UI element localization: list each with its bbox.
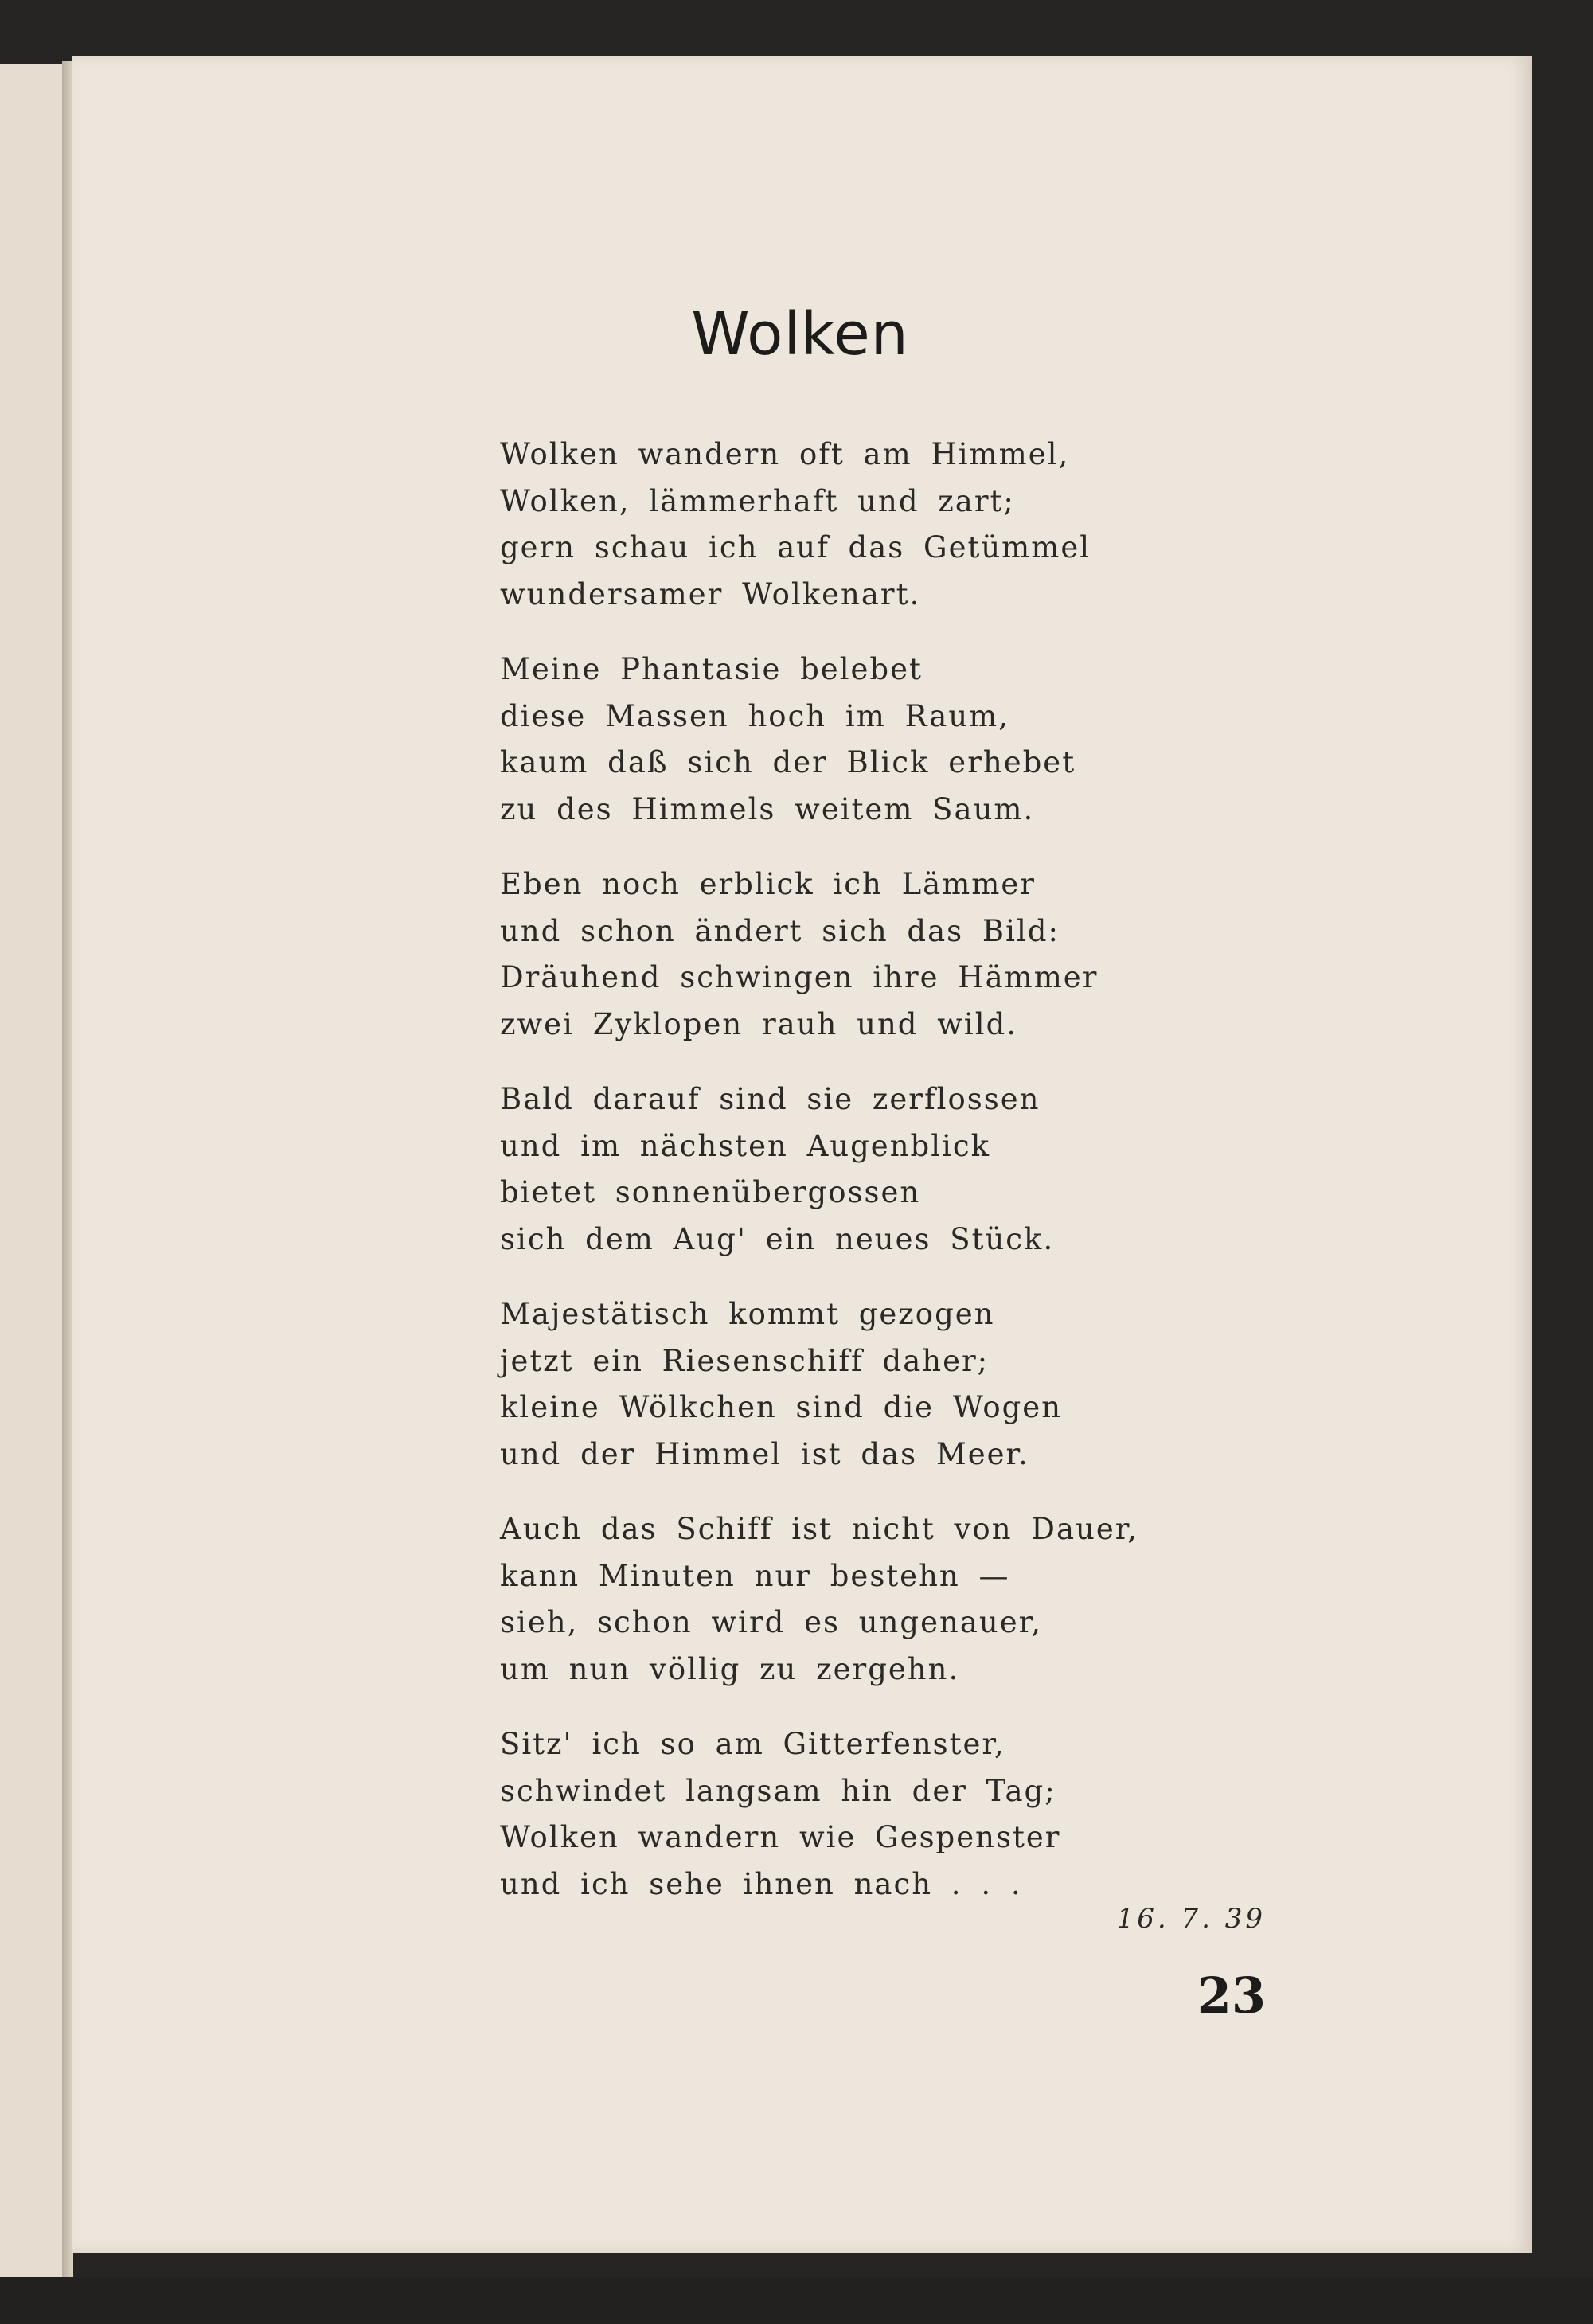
book-page [72, 56, 1532, 2253]
poem-line: Dräuhend schwingen ihre Hämmer [500, 960, 1099, 994]
poem-line: sieh, schon wird es ungenauer, [500, 1605, 1042, 1639]
poem-line: und im nächsten Augenblick [500, 1128, 991, 1163]
poem-line: um nun völlig zu zergehn. [500, 1651, 960, 1686]
poem-line: kleine Wölkchen sind die Wogen [500, 1390, 1063, 1424]
poem-line: Eben noch erblick ich Lämmer [500, 867, 1036, 901]
poem-line: kaum daß sich der Blick erhebet [500, 745, 1076, 779]
poem-line: Bald darauf sind sie zerflossen [500, 1082, 1041, 1116]
stanza-7 [500, 1721, 1216, 1908]
left-page-edge [0, 64, 65, 2277]
poem-line: zwei Zyklopen rauh und wild. [500, 1006, 1018, 1041]
poem-line: und ich sehe ihnen nach . . . [500, 1866, 1022, 1901]
poem-line: kann Minuten nur bestehn — [500, 1558, 1010, 1593]
stanza-6 [500, 1506, 1216, 1693]
poem-line: Majestätisch kommt gezogen [500, 1297, 995, 1331]
poem-date: 16. 7. 39 [1116, 1903, 1266, 1935]
poem-line: Wolken, lämmerhaft und zart; [500, 483, 1015, 518]
stanza-3 [500, 861, 1216, 1048]
poem-line: wundersamer Wolkenart. [500, 576, 921, 611]
page-number: 23 [1197, 1967, 1266, 2025]
poem-title: Wolken [691, 300, 909, 369]
poem-line: zu des Himmels weitem Saum. [500, 791, 1035, 826]
poem-line: Meine Phantasie belebet [500, 652, 923, 686]
scan-bottom-edge [0, 2277, 1593, 2324]
poem-line: jetzt ein Riesenschiff daher; [500, 1343, 990, 1378]
poem-line: schwindet langsam hin der Tag; [500, 1773, 1056, 1808]
poem-line: bietet sonnenübergossen [500, 1175, 921, 1209]
poem-line: Auch das Schiff ist nicht von Dauer, [500, 1512, 1139, 1546]
poem-body [500, 432, 1216, 1936]
stanza-4 [500, 1076, 1216, 1263]
stanza-1 [500, 432, 1216, 618]
poem-line: diese Massen hoch im Raum, [500, 698, 1010, 733]
poem-line: Wolken wandern wie Gespenster [500, 1820, 1061, 1854]
poem-line: sich dem Aug' ein neues Stück. [500, 1221, 1055, 1256]
stanza-2 [500, 646, 1216, 833]
poem-line: und schon ändert sich das Bild: [500, 913, 1060, 948]
poem-line: Sitz' ich so am Gitterfenster, [500, 1727, 1005, 1761]
poem-line: Wolken wandern oft am Himmel, [500, 437, 1070, 471]
stanza-5 [500, 1291, 1216, 1478]
poem-line: und der Himmel ist das Meer. [500, 1436, 1029, 1471]
poem-line: gern schau ich auf das Getümmel [500, 530, 1091, 564]
